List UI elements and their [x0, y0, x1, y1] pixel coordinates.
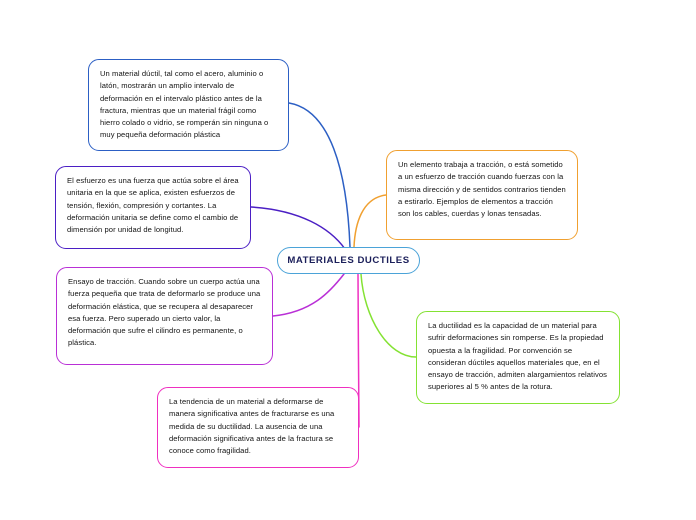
node-text: Un material dúctil, tal como el acero, aluminio o latón, mostrarán un amplio intervalo de deformación en el intervalo plástico antes de la fractura, mientras que un material frágil como hierro colado o vidrio, se romperán sin ninguna o muy pequeña deformación plástica: [100, 69, 269, 140]
mindmap-node-ensayo-traccion[interactable]: [56, 267, 273, 365]
edge-ductil-fragil: [289, 103, 350, 247]
node-text: Ensayo de tracción. Cuando sobre un cuerpo actúa una fuerza pequeña que trata de deformarlo se produce una deformación elástica, que se recupera al desaparecer esa fuerza. Pero superado un cierto valor, la deformación que sufre el cilindro es permanente, o plástica.: [68, 277, 261, 348]
node-text: El esfuerzo es una fuerza que actúa sobre el área unitaria en la que se aplica, existen esfuerzos de tensión, flexión, compresión y cortantes. La deformación unitaria se define como el cambio de dimensión por unidad de longitud.: [67, 176, 239, 235]
edge-ductilidad: [361, 274, 416, 357]
mindmap-node-tendencia-fragilidad[interactable]: [157, 387, 359, 468]
mindmap-node-traccion[interactable]: [386, 150, 578, 240]
mindmap-central-node[interactable]: [277, 247, 420, 274]
node-text: La ductilidad es la capacidad de un material para sufrir deformaciones sin romperse. Es la propiedad opuesta a la fragilidad. Por convención se consideran dúctiles aquellos materiales que, en el ensayo de tracción, admiten alargamientos relativos superiores al 5 % antes de la rotura.: [428, 321, 608, 392]
central-node-label: MATERIALES DUCTILES: [287, 255, 410, 266]
edge-traccion: [354, 195, 386, 247]
mindmap-node-ductil-fragil[interactable]: [88, 59, 289, 151]
node-text: Un elemento trabaja a tracción, o está sometido a un esfuerzo de tracción cuando fuerzas con la misma dirección y de sentidos contrarios tienden a estirarlo. Ejemplos de elementos a tracción son los cables, cuerdas y lonas tensadas.: [398, 160, 566, 219]
mindmap-node-esfuerzo[interactable]: [55, 166, 251, 249]
node-text: La tendencia de un material a deformarse de manera significativa antes de fracturarse es una medida de su ductilidad. La ausencia de una deformación significativa antes de la fractura se conoce como fragilidad.: [169, 397, 335, 456]
edge-ensayo: [273, 274, 344, 316]
edge-esfuerzo: [251, 207, 345, 249]
mindmap-node-ductilidad[interactable]: [416, 311, 620, 404]
